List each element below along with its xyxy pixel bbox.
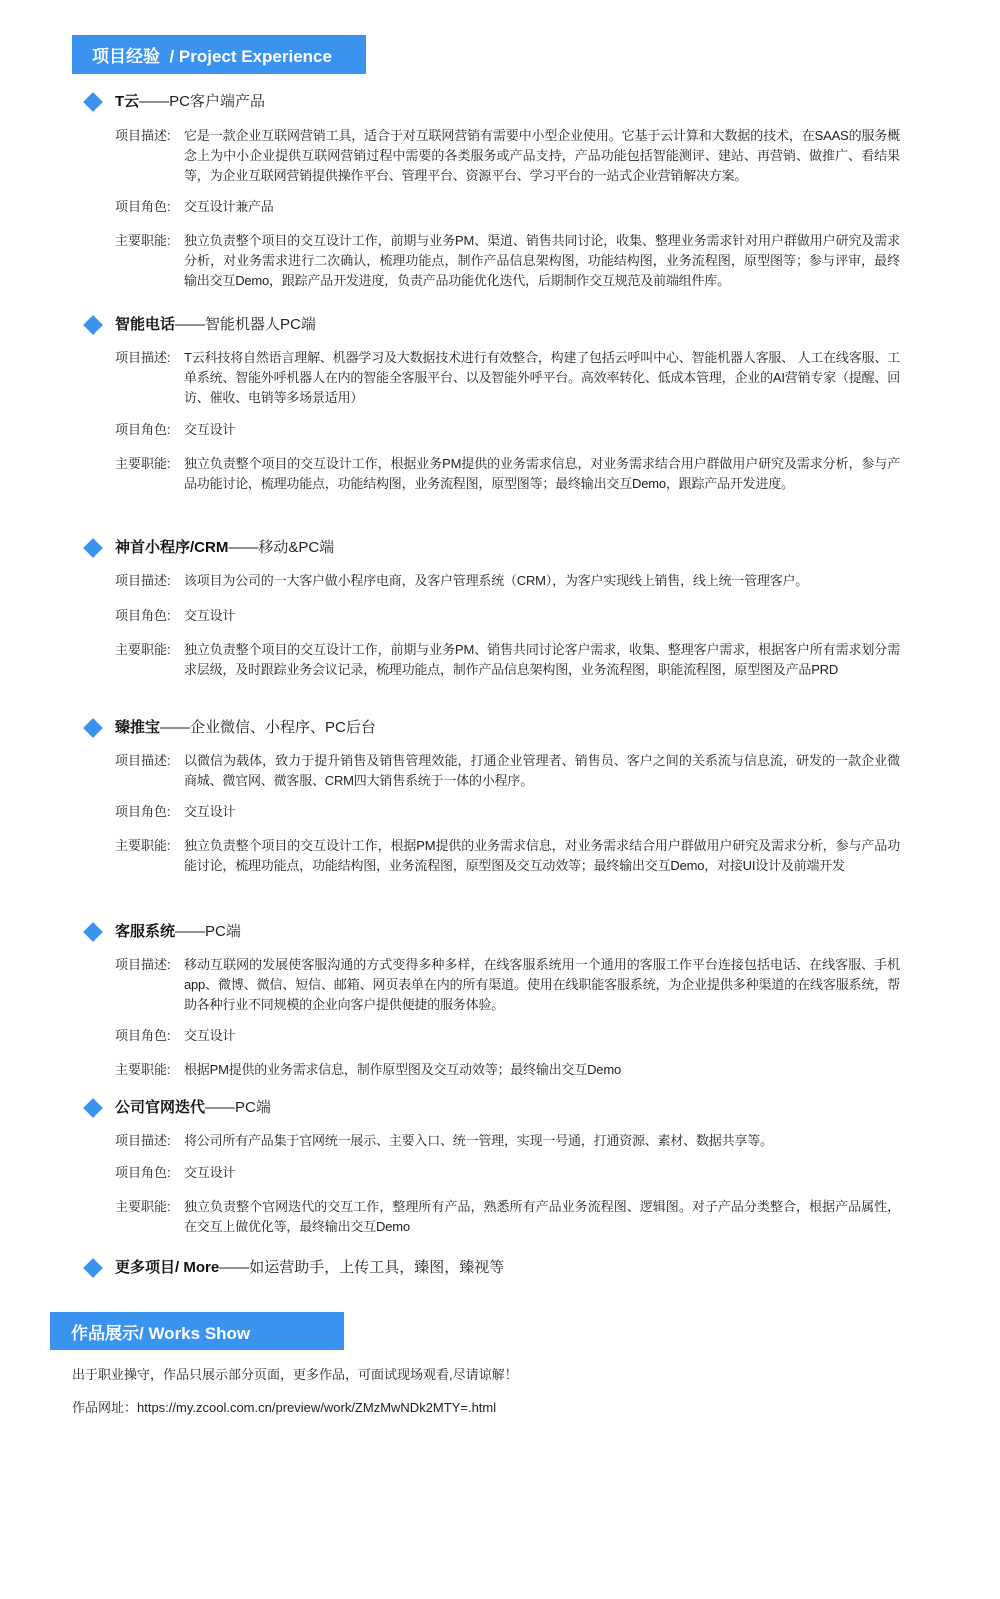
project-title <box>115 718 376 738</box>
project-subtitle: ——智能机器人PC端 <box>175 316 316 333</box>
projects-section-header <box>72 35 366 74</box>
description-label: 项目描述: <box>115 350 171 365</box>
project-subtitle: ——PC客户端产品 <box>139 93 266 110</box>
role-label: 项目角色: <box>115 804 171 819</box>
project-role: 交互设计 <box>184 1028 236 1043</box>
works-note: 出于职业操守，作品只展示部分页面，更多作品，可面试现场观看,尽请谅解！ <box>72 1367 518 1382</box>
project-subtitle: ——移动&PC端 <box>228 539 335 556</box>
duties-label: 主要职能: <box>115 233 171 248</box>
description-label: 项目描述: <box>115 1133 171 1148</box>
duties-label: 主要职能: <box>115 456 171 471</box>
project-name: 客服系统 <box>115 923 176 940</box>
project-role: 交互设计 <box>184 422 236 437</box>
project-name: 智能电话 <box>115 316 176 333</box>
project-description: T云科技将自然语言理解、机器学习及大数据技术进行有效整合，构建了包括云呼叫中心、智能机器人客服、 人工在线客服、工单系统、智能外呼机器人在内的智能全客服平台、以及智能外呼平台。高效率转化、低成本管理，企业的AI营销专家（提醒、回访、催收、电销等多场景适用） <box>184 350 900 405</box>
project-subtitle: ——PC端 <box>205 1099 271 1116</box>
role-label: 项目角色: <box>115 1028 171 1043</box>
project-duties: 独立负责整个项目的交互设计工作，根据PM提供的业务需求信息，对业务需求结合用户群做用户研究及需求分析，参与产品功能讨论，梳理功能点，功能结构图，业务流程图，原型图及交互动效等；最终输出交互Demo，对接UI设计及前端开发 <box>184 838 900 873</box>
works-section-title: 作品展示/ Works Show <box>71 1323 251 1343</box>
role-label: 项目角色: <box>115 608 171 623</box>
diamond-bullet-icon <box>83 718 103 738</box>
description-label: 项目描述: <box>115 753 171 768</box>
project-role: 交互设计 <box>184 608 236 623</box>
project-title <box>115 1098 271 1118</box>
role-label: 项目角色: <box>115 1165 171 1180</box>
project-role: 交互设计兼产品 <box>184 199 274 214</box>
duties-label: 主要职能: <box>115 642 171 657</box>
project-name: 神首小程序/CRM <box>115 539 229 556</box>
diamond-bullet-icon <box>83 1258 103 1278</box>
project-duties: 独立负责整个官网迭代的交互工作，整理所有产品，熟悉所有产品业务流程图、逻辑图。对子产品分类整合，根据产品属性，在交互上做优化等，最终输出交互Demo <box>184 1199 900 1234</box>
project-description: 它是一款企业互联网营销工具，适合于对互联网营销有需要中小型企业使用。它基于云计算和大数据的技术，在SAAS的服务概念上为中小企业提供互联网营销过程中需要的各类服务或产品支持，产品功能包括智能测评、建站、再营销、做推广、看结果等，为企业互联网营销提供操作平台、管理平台、资源平台、学习平台的一站式企业营销解决方案。 <box>184 128 900 183</box>
project-title <box>115 922 241 942</box>
project-duties: 独立负责整个项目的交互设计工作，前期与业务PM、渠道、销售共同讨论，收集、整理业务需求针对用户群做用户研究及需求分析，对业务需求进行二次确认，梳理功能点，制作产品信息架构图，功能结构图，业务流程图，原型图等；参与评审，最终输出交互Demo，跟踪产品开发进度，负责产品功能优化迭代，后期制作交互规范及前端组件库。 <box>184 233 900 288</box>
diamond-bullet-icon <box>83 538 103 558</box>
project-subtitle: ——PC端 <box>175 923 241 940</box>
works-url[interactable]: 作品网址：https://my.zcool.com.cn/preview/work/ZMzMwNDk2MTY=.html <box>72 1400 497 1415</box>
project-description: 该项目为公司的一大客户做小程序电商，及客户管理系统（CRM），为客户实现线上销售，线上统一管理客户。 <box>184 573 809 588</box>
project-name: T云 <box>115 93 140 110</box>
duties-label: 主要职能: <box>115 838 171 853</box>
diamond-bullet-icon <box>83 922 103 942</box>
project-title <box>115 538 334 558</box>
more-projects-name: 更多项目/ More <box>115 1259 220 1276</box>
diamond-bullet-icon <box>83 92 103 112</box>
project-role: 交互设计 <box>184 1165 236 1180</box>
project-duties: 独立负责整个项目的交互设计工作，前期与业务PM、销售共同讨论客户需求，收集、整理客户需求，根据客户所有需求划分需求层级，及时跟踪业务会议记录，梳理功能点，制作产品信息架构图，业务流程图，职能流程图，原型图及产品PRD <box>184 642 900 677</box>
role-label: 项目角色: <box>115 422 171 437</box>
project-subtitle: ——企业微信、小程序、PC后台 <box>160 719 376 736</box>
project-role: 交互设计 <box>184 804 236 819</box>
more-projects-title <box>115 1258 504 1278</box>
project-name: 公司官网迭代 <box>115 1099 206 1116</box>
project-duties: 独立负责整个项目的交互设计工作，根据业务PM提供的业务需求信息，对业务需求结合用户群做用户研究及需求分析，参与产品功能讨论，梳理功能点，功能结构图，业务流程图，原型图等；最终输出交互Demo，跟踪产品开发进度。 <box>184 456 900 491</box>
diamond-bullet-icon <box>83 315 103 335</box>
project-title <box>115 92 265 112</box>
more-projects-subtitle: ——如运营助手，上传工具，臻图，臻视等 <box>219 1259 505 1276</box>
description-label: 项目描述: <box>115 573 171 588</box>
description-label: 项目描述: <box>115 957 171 972</box>
project-duties: 根据PM提供的业务需求信息，制作原型图及交互动效等；最终输出交互Demo <box>184 1062 621 1077</box>
project-title <box>115 315 316 335</box>
description-label: 项目描述: <box>115 128 171 143</box>
diamond-bullet-icon <box>83 1098 103 1118</box>
works-section-header <box>50 1312 344 1350</box>
role-label: 项目角色: <box>115 199 171 214</box>
project-description: 移动互联网的发展使客服沟通的方式变得多种多样，在线客服系统用一个通用的客服工作平台连接包括电话、在线客服、手机app、微博、微信、短信、邮箱、网页表单在内的所有渠道。使用在线职能客服系统，为企业提供多种渠道的在线客服系统，帮助各种行业不同规模的企业向客户提供便捷的服务体验。 <box>184 957 900 1012</box>
project-description: 将公司所有产品集于官网统一展示、主要入口、统一管理，实现一号通，打通资源、素材、数据共享等。 <box>184 1133 773 1148</box>
projects-section-title: 项目经验 / Project Experience <box>92 47 332 66</box>
duties-label: 主要职能: <box>115 1062 171 1077</box>
project-description: 以微信为载体，致力于提升销售及销售管理效能，打通企业管理者、销售员、客户之间的关系流与信息流，研发的一款企业微商城、微官网、微客服、CRM四大销售系统于一体的小程序。 <box>184 753 900 788</box>
project-name: 臻推宝 <box>115 719 161 736</box>
duties-label: 主要职能: <box>115 1199 171 1214</box>
